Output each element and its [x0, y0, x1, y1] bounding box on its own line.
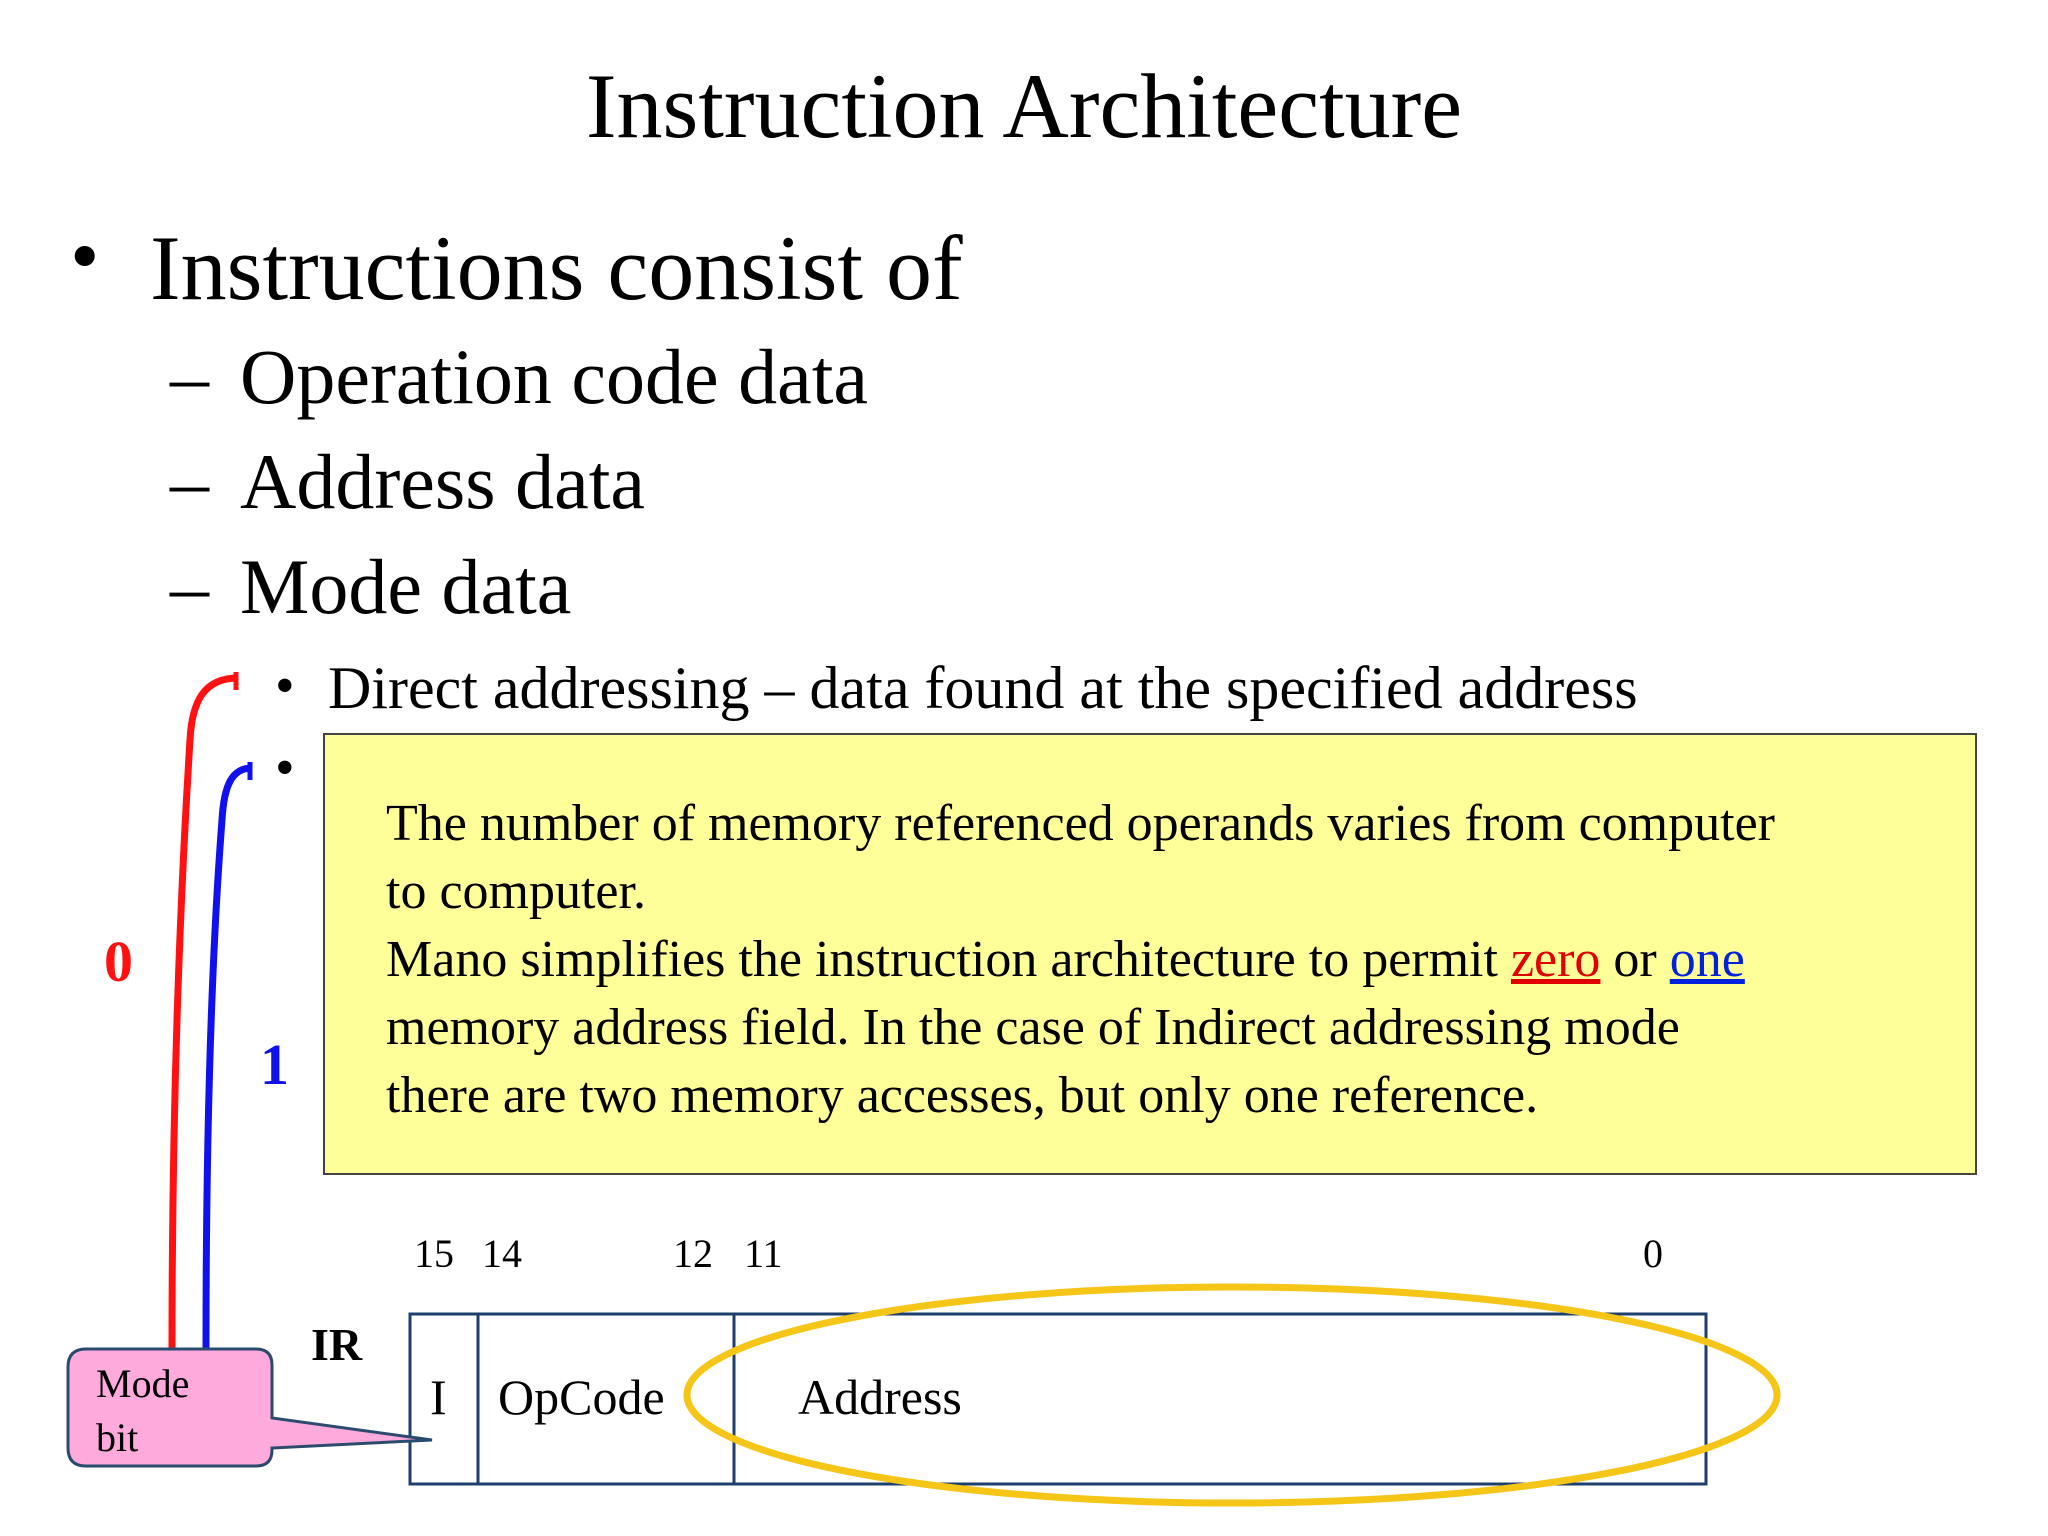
note-line: memory address field. In the case of Indirect addressing mode — [386, 999, 1680, 1056]
field-address: Address — [798, 1369, 962, 1425]
dash-marker: – — [170, 438, 209, 525]
bullet-dot: • — [70, 210, 100, 303]
sub-item-mode: Mode data — [240, 543, 572, 630]
sub-bullet-dot: • — [275, 655, 295, 717]
dash-marker: – — [170, 333, 209, 420]
mode-item-direct: Direct addressing – data found at the specified address — [328, 655, 1638, 721]
note-line: there are two memory accesses, but only one reference. — [386, 1067, 1539, 1124]
callout-line: Mode — [96, 1361, 190, 1406]
slide-title: Instruction Architecture — [585, 55, 1463, 157]
sub-item-address: Address data — [240, 438, 646, 525]
note-line — [386, 926, 1946, 994]
bit-number: 0 — [1643, 1231, 1663, 1276]
zero-link[interactable]: zero — [1510, 931, 1601, 988]
bit-number: 11 — [744, 1231, 783, 1276]
mode-one-wire — [206, 768, 252, 1348]
dash-marker: – — [170, 543, 209, 630]
mode-zero-label: 0 — [104, 929, 133, 994]
mode-one-label: 1 — [260, 1032, 289, 1097]
bit-number: 12 — [673, 1231, 713, 1276]
callout-line: bit — [96, 1415, 139, 1460]
bit-number: 15 — [414, 1231, 454, 1276]
note-line-start: Mano simplifies the instruction architecture to permit — [386, 931, 1511, 988]
note-line: to computer. — [386, 863, 646, 920]
bit-number: 14 — [482, 1231, 522, 1276]
sub-item-opcode: Operation code data — [240, 333, 869, 420]
register-label: IR — [311, 1319, 363, 1370]
note-connector: or — [1600, 931, 1670, 988]
one-link[interactable]: one — [1669, 931, 1745, 988]
note-text — [386, 790, 1946, 1130]
main-bullet-text: Instructions consist of — [150, 217, 963, 319]
note-line: The number of memory referenced operands varies from computer — [386, 795, 1775, 852]
mode-bit-callout — [96, 1357, 189, 1465]
field-i: I — [430, 1369, 447, 1425]
sub-bullet-dot: • — [275, 737, 295, 799]
field-opcode: OpCode — [498, 1369, 665, 1425]
